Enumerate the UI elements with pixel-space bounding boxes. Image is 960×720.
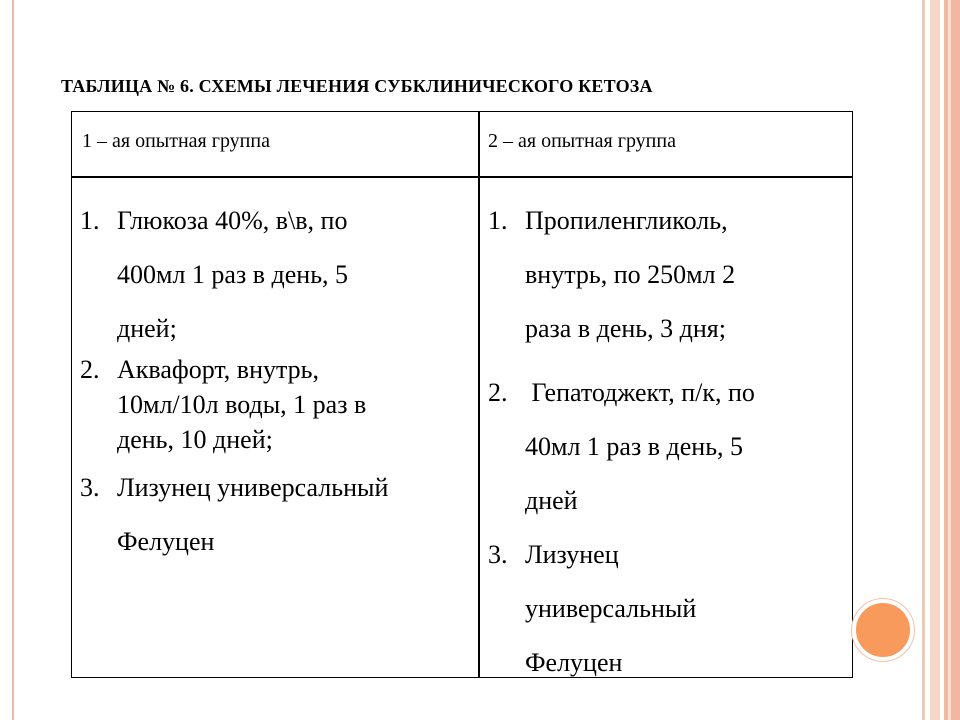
group-1-list [80,194,472,569]
list-item-line: дней [525,486,578,515]
list-item [488,194,848,356]
list-item [80,461,472,569]
list-item-line: день, 10 дней; [117,425,273,454]
list-item-line: Лизунец [525,540,619,569]
list-item-line: раза в день, 3 дня; [525,314,726,343]
list-number: 2. [80,355,100,384]
list-item-line: Глюкоза 40%, в\в, по [117,206,348,235]
list-item-line: Фелуцен [117,527,215,556]
list-item-line: Фелуцен [525,648,623,677]
header-divider [72,176,852,178]
list-item [488,528,848,690]
list-number: 1. [488,206,508,235]
list-item [80,194,472,356]
left-frame-border [0,0,14,720]
list-item-line: дней; [117,314,177,343]
column-divider [478,112,480,677]
list-number: 1. [80,206,100,235]
treatment-table [71,111,853,678]
right-frame-stripes [922,0,960,720]
list-item [488,366,848,528]
list-number: 3. [488,540,508,569]
list-item-line: внутрь, по 250мл 2 [525,260,736,289]
decorative-circle [852,599,914,661]
header-group-1: 1 – ая опытная группа [82,130,270,152]
list-item-line: 400мл 1 раз в день, 5 [117,260,349,289]
list-item-line: 10мл/10л воды, 1 раз в [117,390,367,419]
list-item-line: Пропиленгликоль, [525,206,728,235]
list-item [80,352,472,457]
list-item-line: Лизунец универсальный [117,473,389,502]
group-2-list [488,194,848,690]
list-number: 3. [80,473,100,502]
table-title: ТАБЛИЦА № 6. СХЕМЫ ЛЕЧЕНИЯ СУБКЛИНИЧЕСКОГО КЕТОЗА [61,76,653,96]
list-item-line: универсальный [525,594,697,623]
list-item-line: 40мл 1 раз в день, 5 [525,432,744,461]
list-item-line: Гепатоджект, п/к, по [525,378,755,407]
list-number: 2. [488,378,508,407]
header-group-2: 2 – ая опытная группа [488,130,676,152]
list-item-line: Аквафорт, внутрь, [117,355,320,384]
